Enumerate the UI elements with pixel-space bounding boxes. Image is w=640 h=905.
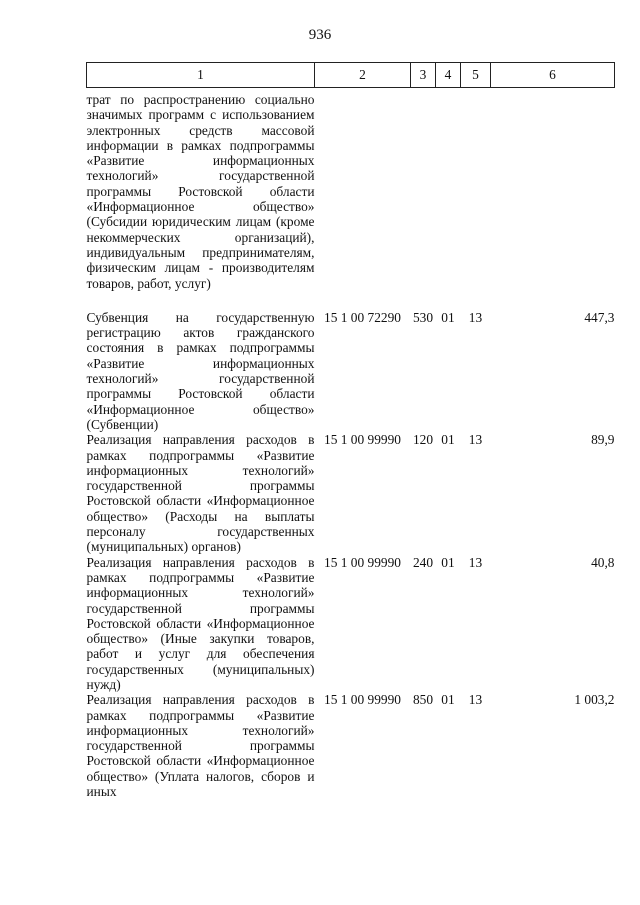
- row-description: Реализация направления расходов в рамках подпрограммы «Развитие информационных технологий» государственной программы Ростовской области «Информационное общество» (Иные закупки товаров, работ и услуг для обеспечения государственных (муниципальных) нужд): [86, 554, 315, 692]
- row-target-code: 15 1 00 72290: [324, 309, 401, 325]
- row-section: 01: [441, 554, 455, 570]
- column-header: 3: [411, 63, 436, 88]
- row-expense-type: 240: [412, 554, 434, 570]
- row-expense-type: [411, 88, 436, 310]
- row-target-code: 15 1 00 99990: [324, 432, 401, 448]
- row-amount: [491, 88, 615, 310]
- row-section: 01: [441, 692, 455, 708]
- table-row: [87, 692, 615, 799]
- table-row: [87, 310, 615, 432]
- row-amount: 447,3: [584, 309, 615, 325]
- row-section: [436, 88, 461, 310]
- column-header: 6: [491, 63, 615, 88]
- row-section: 01: [441, 309, 455, 325]
- row-subsection: 13: [468, 692, 483, 708]
- row-section: 01: [441, 432, 455, 448]
- column-header: 4: [436, 63, 461, 88]
- column-header: 1: [87, 63, 315, 88]
- row-amount: 40,8: [591, 554, 615, 570]
- row-target-code: 15 1 00 99990: [324, 692, 401, 708]
- page-number: 936: [308, 27, 332, 43]
- column-header: 2: [315, 63, 411, 88]
- table-row: [87, 555, 615, 693]
- row-description: Субвенция на государственную регистрацию актов гражданского состояния в рамках подпрограммы «Развитие информационных технологий» государственной программы Ростовской области «Информационное общество» (Субвенции): [86, 309, 315, 432]
- row-expense-type: 530: [412, 309, 434, 325]
- row-target-code: 15 1 00 99990: [324, 554, 401, 570]
- row-expense-type: 850: [412, 692, 434, 708]
- row-expense-type: 120: [412, 432, 434, 448]
- row-subsection: [461, 88, 491, 310]
- row-description: трат по распространению социально значимых программ с использованием электронных средств массовой информации в рамках подпрограммы «Развитие информационных технологий» государственной программы Ростовской области «Информационное общество» (Субсидии юридическим лицам (кроме некоммерческих организаций), индивидуальным предпринимателям, физическим лицам - производителям товаров, работ, услуг): [86, 92, 315, 291]
- row-subsection: 13: [468, 554, 483, 570]
- table-header-row: [87, 63, 615, 88]
- table-row: [87, 432, 615, 554]
- row-amount: 89,9: [591, 432, 615, 448]
- table-row: [87, 88, 615, 310]
- budget-table: [86, 62, 615, 799]
- row-description: Реализация направления расходов в рамках подпрограммы «Развитие информационных технологий» государственной программы Ростовской области «Информационное общество» (Уплата налогов, сборов и иных: [86, 692, 315, 800]
- row-description: Реализация направления расходов в рамках подпрограммы «Развитие информационных технологий» государственной программы Ростовской области «Информационное общество» (Расходы на выплаты персоналу государственных (муниципальных) органов): [86, 432, 315, 555]
- row-subsection: 13: [468, 309, 483, 325]
- row-amount: 1 003,2: [574, 692, 615, 708]
- row-target-code: [315, 88, 411, 310]
- column-header: 5: [461, 63, 491, 88]
- row-subsection: 13: [468, 432, 483, 448]
